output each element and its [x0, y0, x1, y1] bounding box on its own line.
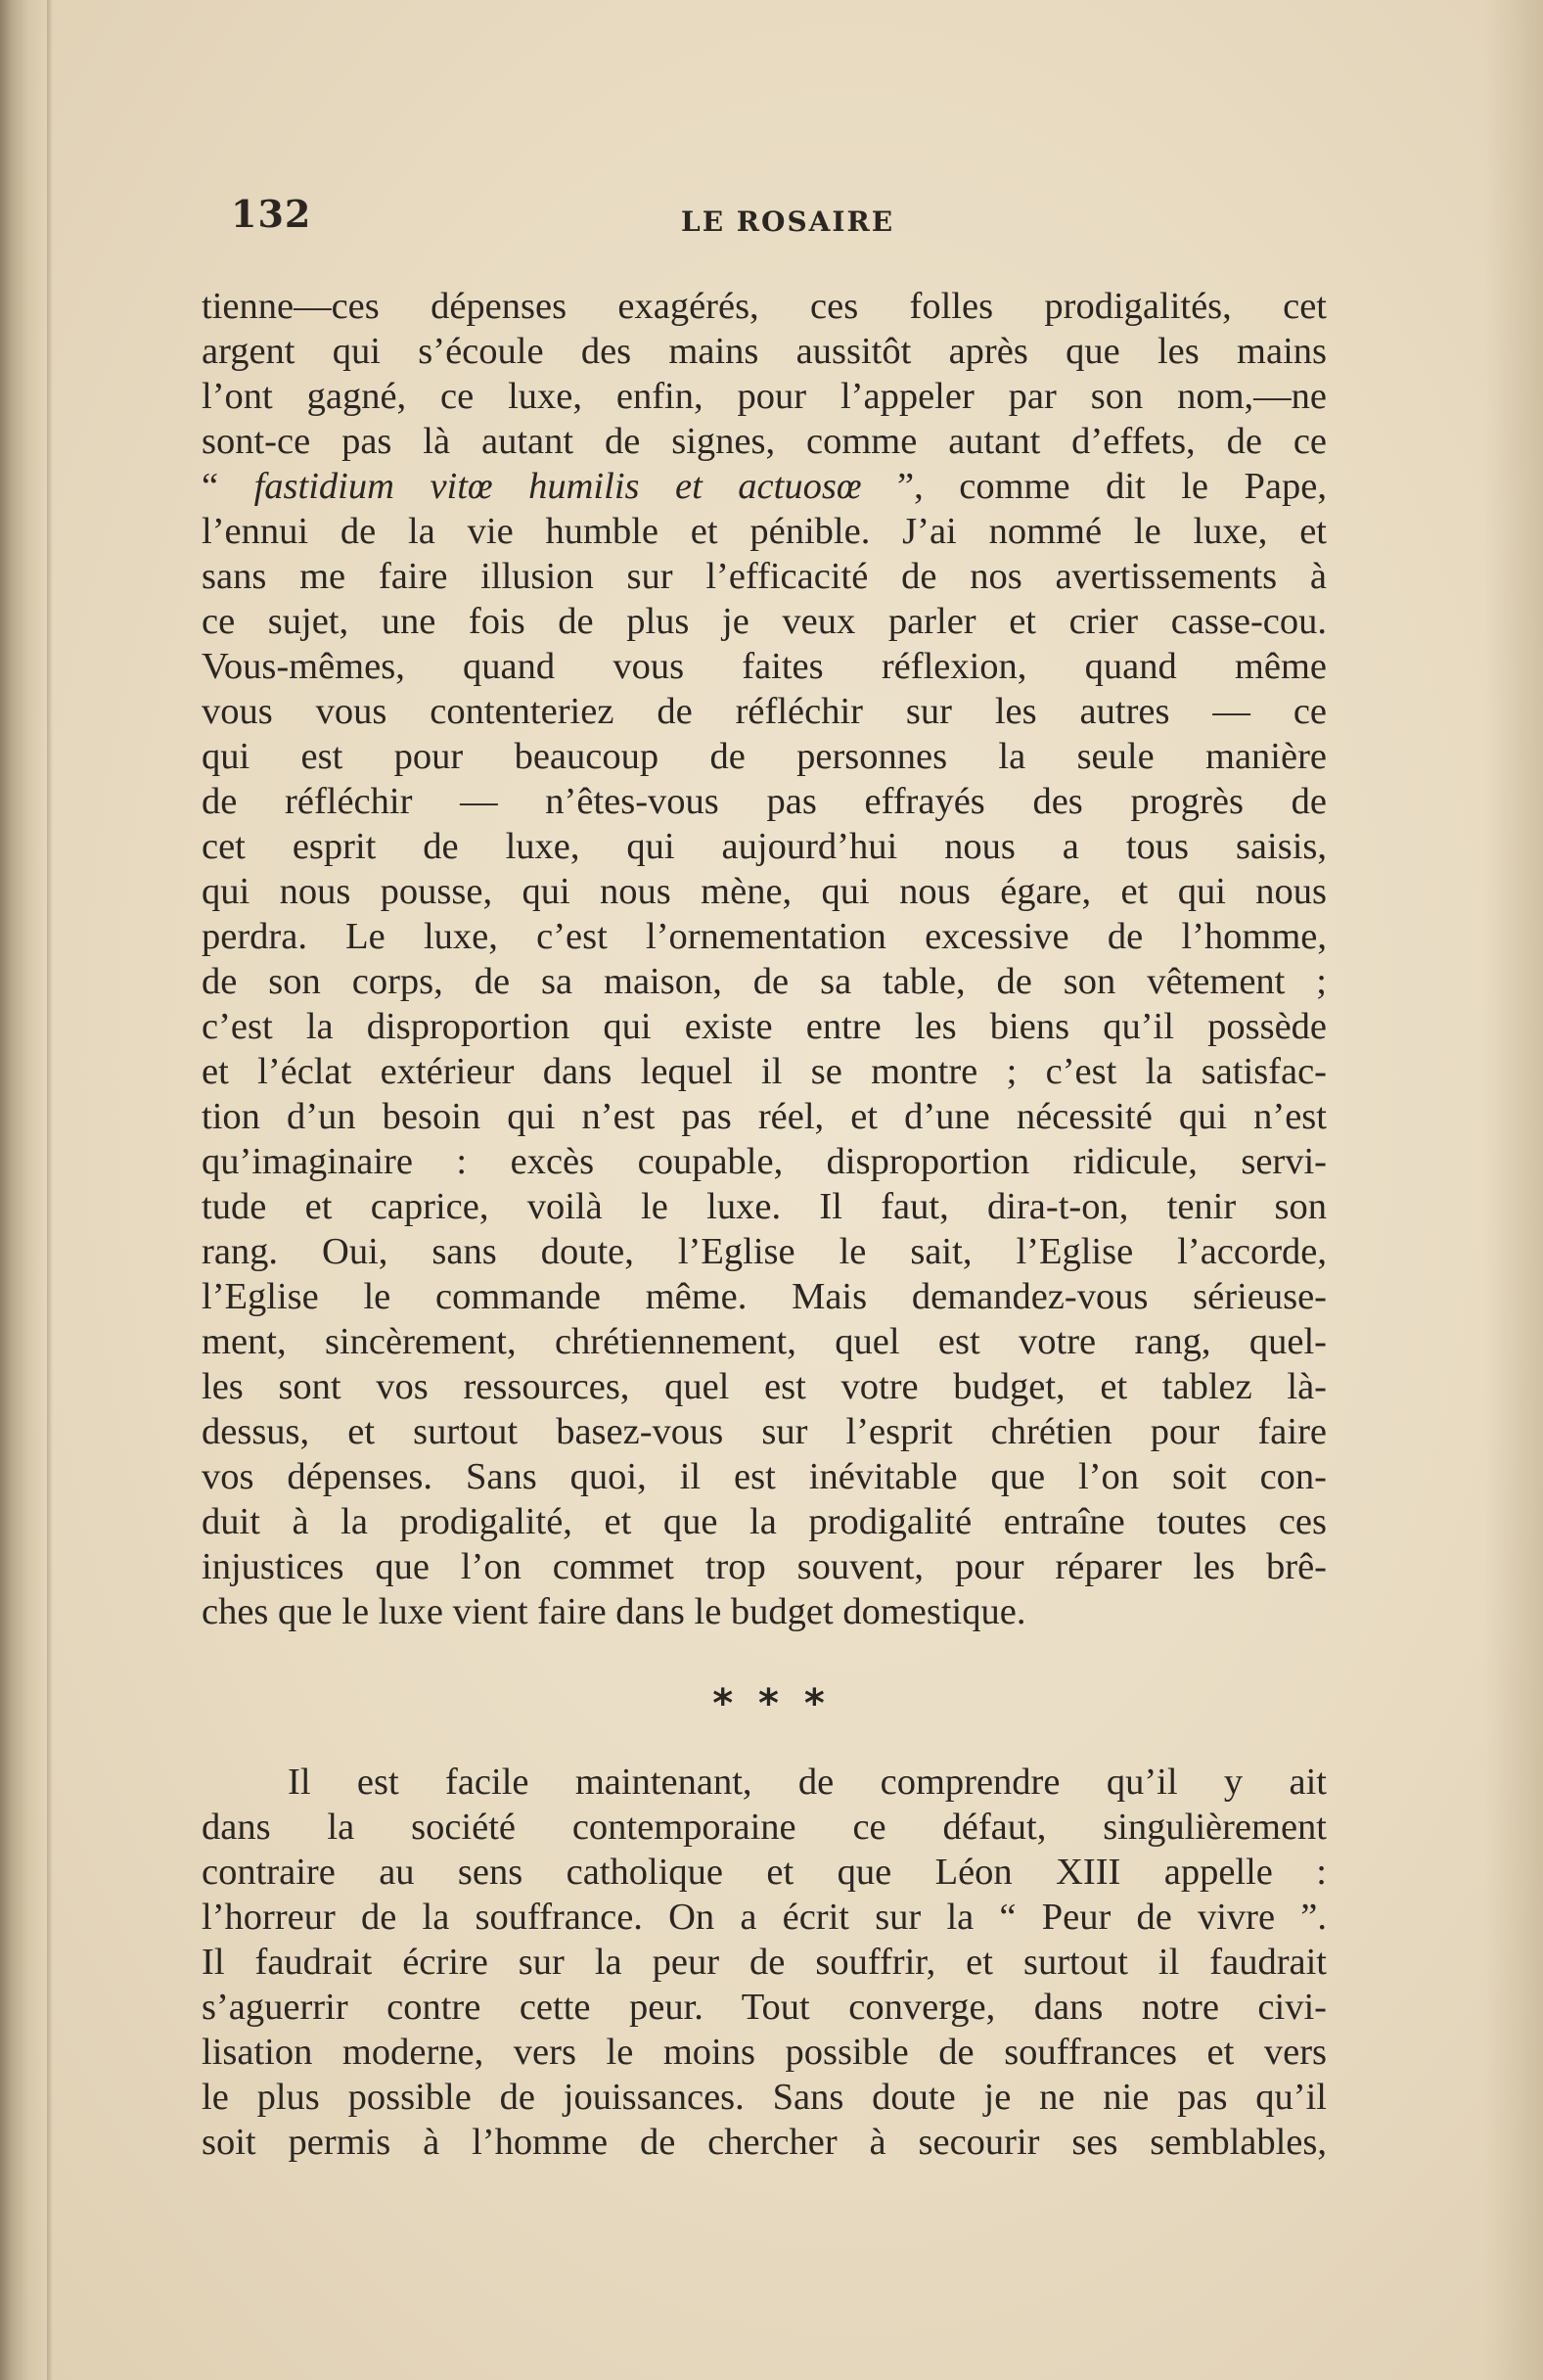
text-line: qui est pour beaucoup de personnes la seule manière	[202, 736, 1327, 777]
text-line: Il faudrait écrire sur la peur de souffrir, et surtout il faudrait	[202, 1942, 1327, 1983]
text-line: sans me faire illusion sur l’efficacité de nos avertissements à	[202, 556, 1327, 597]
text-line: dans la société contemporaine ce défaut, singulièrement	[202, 1807, 1327, 1848]
text-line: et l’éclat extérieur dans lequel il se montre ; c’est la satisfac-	[202, 1051, 1327, 1092]
text-line: tude et caprice, voilà le luxe. Il faut, dira-t-on, tenir son	[202, 1186, 1327, 1227]
text-line: lisation moderne, vers le moins possible de souffrances et vers	[202, 2032, 1327, 2073]
text-line: dessus, et surtout basez-vous sur l’esprit chrétien pour faire	[202, 1411, 1327, 1452]
text-line: vous vous contenteriez de réfléchir sur les autres — ce	[202, 691, 1327, 732]
text-line: l’horreur de la souffrance. On a écrit sur la “ Peur de vivre ”.	[202, 1897, 1327, 1938]
running-title: LE ROSAIRE	[681, 206, 895, 238]
page-number: 132	[231, 192, 312, 236]
text-line: Vous-mêmes, quand vous faites réflexion, quand même	[202, 646, 1327, 687]
text-line: s’aguerrir contre cette peur. Tout converge, dans notre civi-	[202, 1987, 1327, 2028]
paragraph-1	[202, 284, 1327, 1634]
text-line: tion d’un besoin qui n’est pas réel, et d’une nécessité qui n’est	[202, 1096, 1327, 1137]
text-line: l’ont gagné, ce luxe, enfin, pour l’appeler par son nom,—ne	[202, 376, 1327, 417]
text-line: l’Eglise le commande même. Mais demandez-vous sérieuse-	[202, 1276, 1327, 1317]
text-line: contraire au sens catholique et que Léon XIII appelle :	[202, 1852, 1327, 1893]
text-line: le plus possible de jouissances. Sans doute je ne nie pas qu’il	[202, 2077, 1327, 2118]
gutter-edge	[47, 0, 53, 2380]
running-head	[231, 192, 1327, 251]
text-line: perdra. Le luxe, c’est l’ornementation excessive de l’homme,	[202, 916, 1327, 957]
text-line: duit à la prodigalité, et que la prodigalité entraîne toutes ces	[202, 1501, 1327, 1542]
text-line: les sont vos ressources, quel est votre budget, et tablez là-	[202, 1366, 1327, 1407]
page-edge-shadow	[1484, 0, 1543, 2380]
text-line: l’ennui de la vie humble et pénible. J’ai nommé le luxe, et	[202, 511, 1327, 552]
text-line: de réfléchir — n’êtes-vous pas effrayés des progrès de	[202, 781, 1327, 822]
text-line: ches que le luxe vient faire dans le budget domestique.	[202, 1591, 1026, 1632]
text-line: ce sujet, une fois de plus je veux parler et crier casse-cou.	[202, 601, 1327, 642]
latin-quote: fastidium vitœ humilis et actuosœ	[253, 466, 862, 507]
text-line: tienne—ces dépenses exagérés, ces folles prodigalités, cet	[202, 286, 1327, 327]
text-line: c’est la disproportion qui existe entre les biens qu’il possède	[202, 1006, 1327, 1047]
text-line: soit permis à l’homme de chercher à secourir ses semblables,	[202, 2122, 1327, 2163]
text-line: rang. Oui, sans doute, l’Eglise le sait, l’Eglise l’accorde,	[202, 1231, 1327, 1272]
book-spine-shadow	[0, 0, 47, 2380]
text-line: ment, sincèrement, chrétiennement, quel est votre rang, quel-	[202, 1321, 1327, 1362]
text-line: sont-ce pas là autant de signes, comme autant d’effets, de ce	[202, 421, 1327, 462]
text-line: Il est facile maintenant, de comprendre qu’il y ait	[288, 1762, 1327, 1803]
text-line: injustices que l’on commet trop souvent, pour réparer les brê-	[202, 1546, 1327, 1587]
text-line: vos dépenses. Sans quoi, il est inévitable que l’on soit con-	[202, 1456, 1327, 1497]
text-line: qu’imaginaire : excès coupable, disproportion ridicule, servi-	[202, 1141, 1327, 1182]
text-line: de son corps, de sa maison, de sa table, de son vêtement ;	[202, 961, 1327, 1002]
text-line-italic-quote: “ fastidium vitœ humilis et actuosœ ”, comme dit le Pape,	[202, 466, 1327, 507]
paragraph-2	[202, 1760, 1327, 2165]
text-line: qui nous pousse, qui nous mène, qui nous égare, et qui nous	[202, 871, 1327, 912]
text-line: cet esprit de luxe, qui aujourd’hui nous a tous saisis,	[202, 826, 1327, 867]
text-line: argent qui s’écoule des mains aussitôt après que les mains	[202, 331, 1327, 372]
section-break-asterism: * * *	[712, 1681, 831, 1726]
